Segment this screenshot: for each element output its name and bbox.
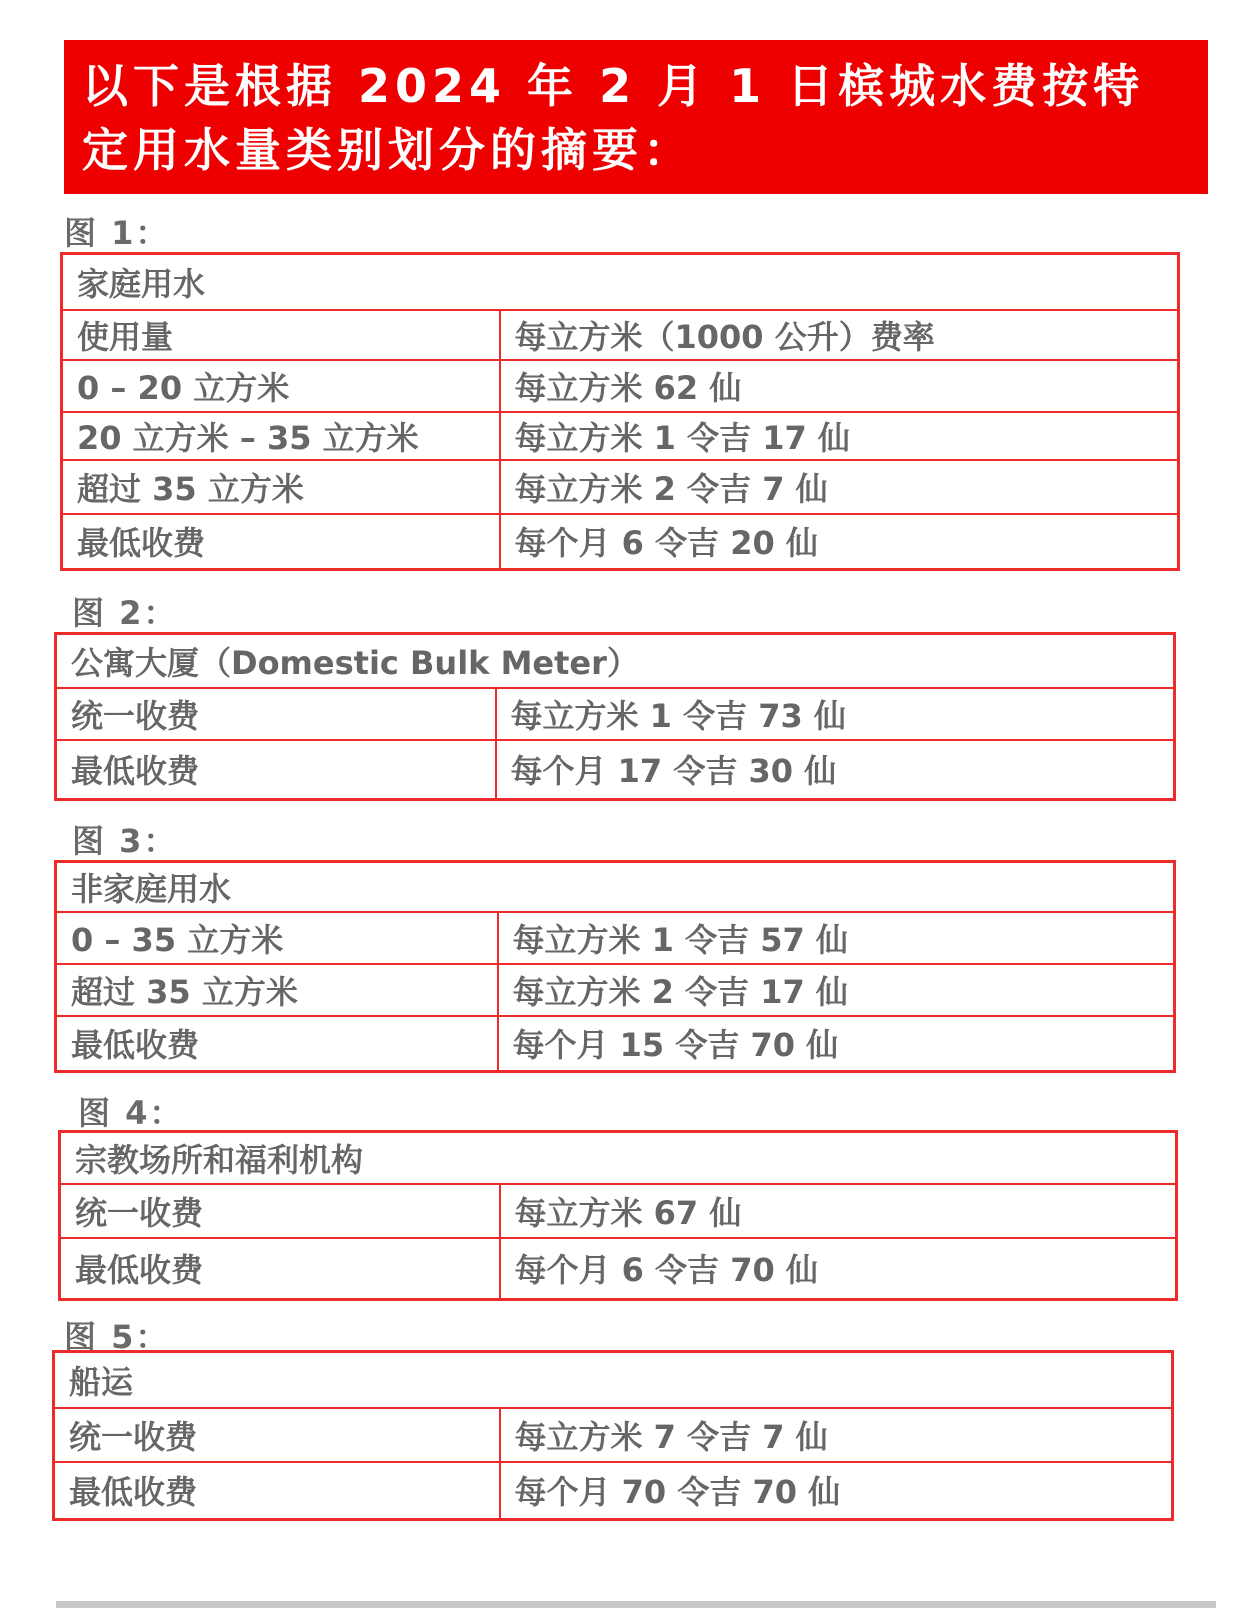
- table-row: [62, 360, 1179, 412]
- rate-cell: 每个月 17 令吉 30 仙: [496, 740, 1175, 800]
- rate-cell: 每立方米（1000 公升）费率: [500, 310, 1179, 360]
- table-row: [60, 1238, 1177, 1300]
- usage-cell: 最低收费: [62, 514, 500, 570]
- figure-3-label: 图 3：: [72, 822, 178, 860]
- figure-3-table: [54, 860, 1176, 1073]
- table-row: [56, 964, 1175, 1016]
- usage-cell: 统一收费: [60, 1184, 500, 1238]
- figure-1-table: [60, 252, 1180, 571]
- usage-cell: 统一收费: [56, 688, 496, 740]
- table-row: [56, 912, 1175, 964]
- rate-cell: 每立方米 1 令吉 73 仙: [496, 688, 1175, 740]
- figure-2-table: [54, 632, 1176, 801]
- figure-4-table: [58, 1130, 1178, 1301]
- figure-1-label: 图 1：: [64, 214, 170, 252]
- usage-cell: 使用量: [62, 310, 500, 360]
- figure-1-category: 家庭用水: [62, 254, 1179, 310]
- usage-cell: 0 – 20 立方米: [62, 360, 500, 412]
- rate-cell: 每个月 15 令吉 70 仙: [498, 1016, 1175, 1072]
- summary-heading: 以下是根据 2024 年 2 月 1 日槟城水费按特定用水量类别划分的摘要：: [82, 59, 1145, 177]
- usage-cell: 最低收费: [54, 1462, 500, 1520]
- usage-cell: 超过 35 立方米: [56, 964, 498, 1016]
- table-row: [60, 1184, 1177, 1238]
- table-row: [62, 310, 1179, 360]
- figure-5-category: 船运: [54, 1352, 1173, 1408]
- figure-2-label: 图 2：: [72, 594, 178, 632]
- figure-4-label: 图 4：: [78, 1094, 184, 1132]
- table-row: [62, 412, 1179, 460]
- summary-heading-banner: [64, 40, 1208, 194]
- rate-cell: 每立方米 67 仙: [500, 1184, 1177, 1238]
- rate-cell: 每立方米 62 仙: [500, 360, 1179, 412]
- usage-cell: 最低收费: [60, 1238, 500, 1300]
- rate-cell: 每个月 6 令吉 20 仙: [500, 514, 1179, 570]
- rate-cell: 每立方米 1 令吉 57 仙: [498, 912, 1175, 964]
- table-row: [54, 1462, 1173, 1520]
- usage-cell: 20 立方米 – 35 立方米: [62, 412, 500, 460]
- bottom-divider: [56, 1601, 1216, 1608]
- figure-2-category: 公寓大厦（Domestic Bulk Meter）: [56, 634, 1175, 688]
- table-row: [62, 460, 1179, 514]
- usage-cell: 最低收费: [56, 1016, 498, 1072]
- rate-cell: 每立方米 2 令吉 17 仙: [498, 964, 1175, 1016]
- table-row: [54, 1408, 1173, 1462]
- rate-cell: 每个月 70 令吉 70 仙: [500, 1462, 1173, 1520]
- rate-cell: 每立方米 2 令吉 7 仙: [500, 460, 1179, 514]
- rate-cell: 每立方米 7 令吉 7 仙: [500, 1408, 1173, 1462]
- figure-3-category: 非家庭用水: [56, 862, 1175, 912]
- table-row: [56, 688, 1175, 740]
- usage-cell: 超过 35 立方米: [62, 460, 500, 514]
- usage-cell: 0 – 35 立方米: [56, 912, 498, 964]
- table-row: [56, 740, 1175, 800]
- rate-cell: 每立方米 1 令吉 17 仙: [500, 412, 1179, 460]
- figure-5-label: 图 5：: [64, 1318, 170, 1356]
- rate-cell: 每个月 6 令吉 70 仙: [500, 1238, 1177, 1300]
- usage-cell: 统一收费: [54, 1408, 500, 1462]
- table-row: [62, 514, 1179, 570]
- usage-cell: 最低收费: [56, 740, 496, 800]
- figure-5-table: [52, 1350, 1174, 1521]
- figure-4-category: 宗教场所和福利机构: [60, 1132, 1177, 1184]
- table-row: [56, 1016, 1175, 1072]
